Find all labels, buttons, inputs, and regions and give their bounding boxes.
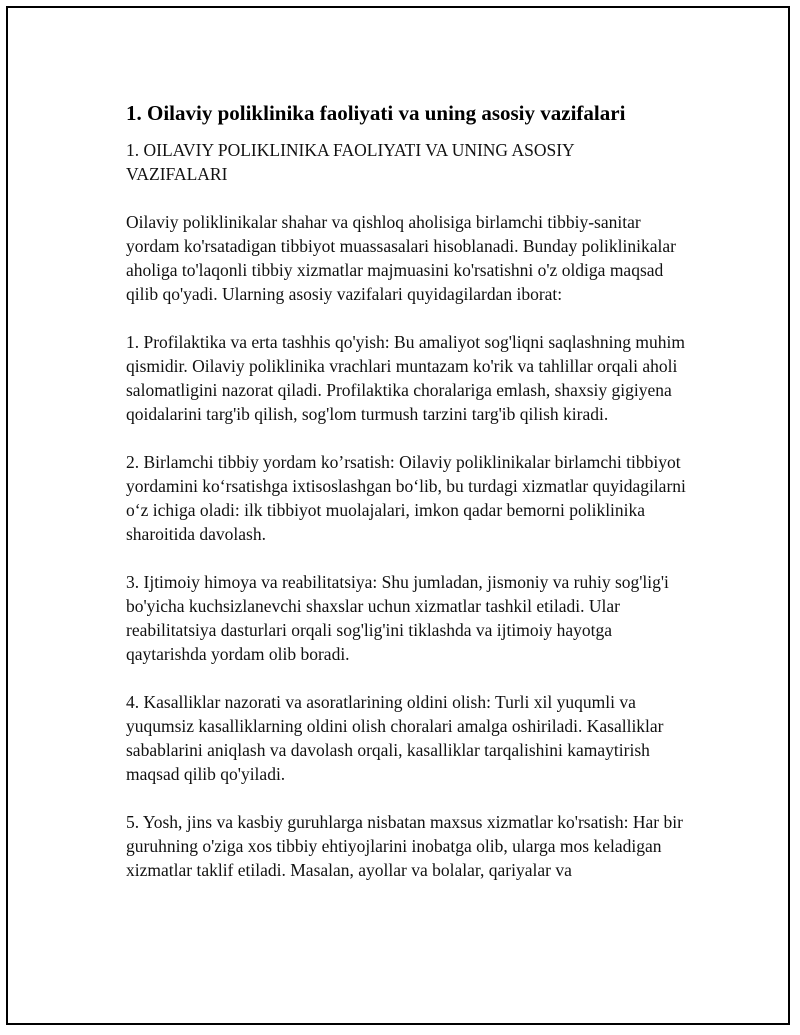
paragraph-rehabilitation: 3. Ijtimoiy himoya va reabilitatsiya: Shu jumladan, jismoniy va ruhiy sog'lig'i bo'yicha kuchsizlanevchi shaxslar uchun xizmatlar tashkil etiladi. Ular reabilitatsiya dasturlari orqali sog'lig'ini tiklashda va ijtimoiy hayotga qaytarishda yordam olib boradi. — [126, 572, 669, 664]
paragraph-primary-care: 2. Birlamchi tibbiy yordam ko’rsatish: Oilaviy poliklinikalar birlamchi tibbiyot yordamini ko‘rsatishga ixtisoslashgan bo‘lib, bu turdagi xizmatlar quyidagilarni o‘z ichiga oladi: ilk tibbiyot muolajalari, imkon qadar bemorni poliklinika sharoitida davolash. — [126, 452, 686, 544]
document-body — [126, 99, 696, 906]
subtitle-line-1: 1. OILAVIY POLIKLINIKA FAOLIYATI VA UNING ASOSIY — [126, 140, 575, 160]
document-heading: 1. Oilaviy poliklinika faoliyati va uning asosiy vazifalari — [126, 101, 626, 125]
document-subtitle — [126, 138, 696, 186]
page-frame — [6, 6, 790, 1025]
intro-paragraph: Oilaviy poliklinikalar shahar va qishloq aholisiga birlamchi tibbiy-sanitar yordam ko'rsatadigan tibbiyot muassasalari hisoblanadi. Bunday poliklinikalar aholiga to'laqonli tibbiy xizmatlar majmuasini ko'rsatishni o'z oldiga maqsad qilib qo'yadi. Ularning asosiy vazifalari quyidagilardan iborat: — [126, 212, 676, 304]
paragraph-special-services: 5. Yosh, jins va kasbiy guruhlarga nisbatan maxsus xizmatlar ko'rsatish: Har bir guruhning o'ziga xos tibbiy ehtiyojlarini inobatga olib, ularga mos keladigan xizmatlar taklif etiladi. Masalan, ayollar va bolalar, qariyalar va — [126, 812, 683, 880]
subtitle-line-2: VAZIFALARI — [126, 164, 228, 184]
paragraph-disease-control: 4. Kasalliklar nazorati va asoratlarining oldini olish: Turli xil yuqumli va yuqumsiz kasalliklarning oldini olish choralari amalga oshiriladi. Kasalliklar sabablarini aniqlash va davolash orqali, kasalliklar tarqalishini kamaytirish maqsad qilib qo'yiladi. — [126, 692, 664, 784]
paragraph-prevention: 1. Profilaktika va erta tashhis qo'yish: Bu amaliyot sog'liqni saqlashning muhim qismidir. Oilaviy poliklinika vrachlari muntazam ko'rik va tahlillar orqali aholi salomatligini nazorat qiladi. Profilaktika choralariga emlash, shaxsiy gigiyena qoidalarini targ'ib qilish, sog'lom turmush tarzini targ'ib qilish kiradi. — [126, 332, 685, 424]
